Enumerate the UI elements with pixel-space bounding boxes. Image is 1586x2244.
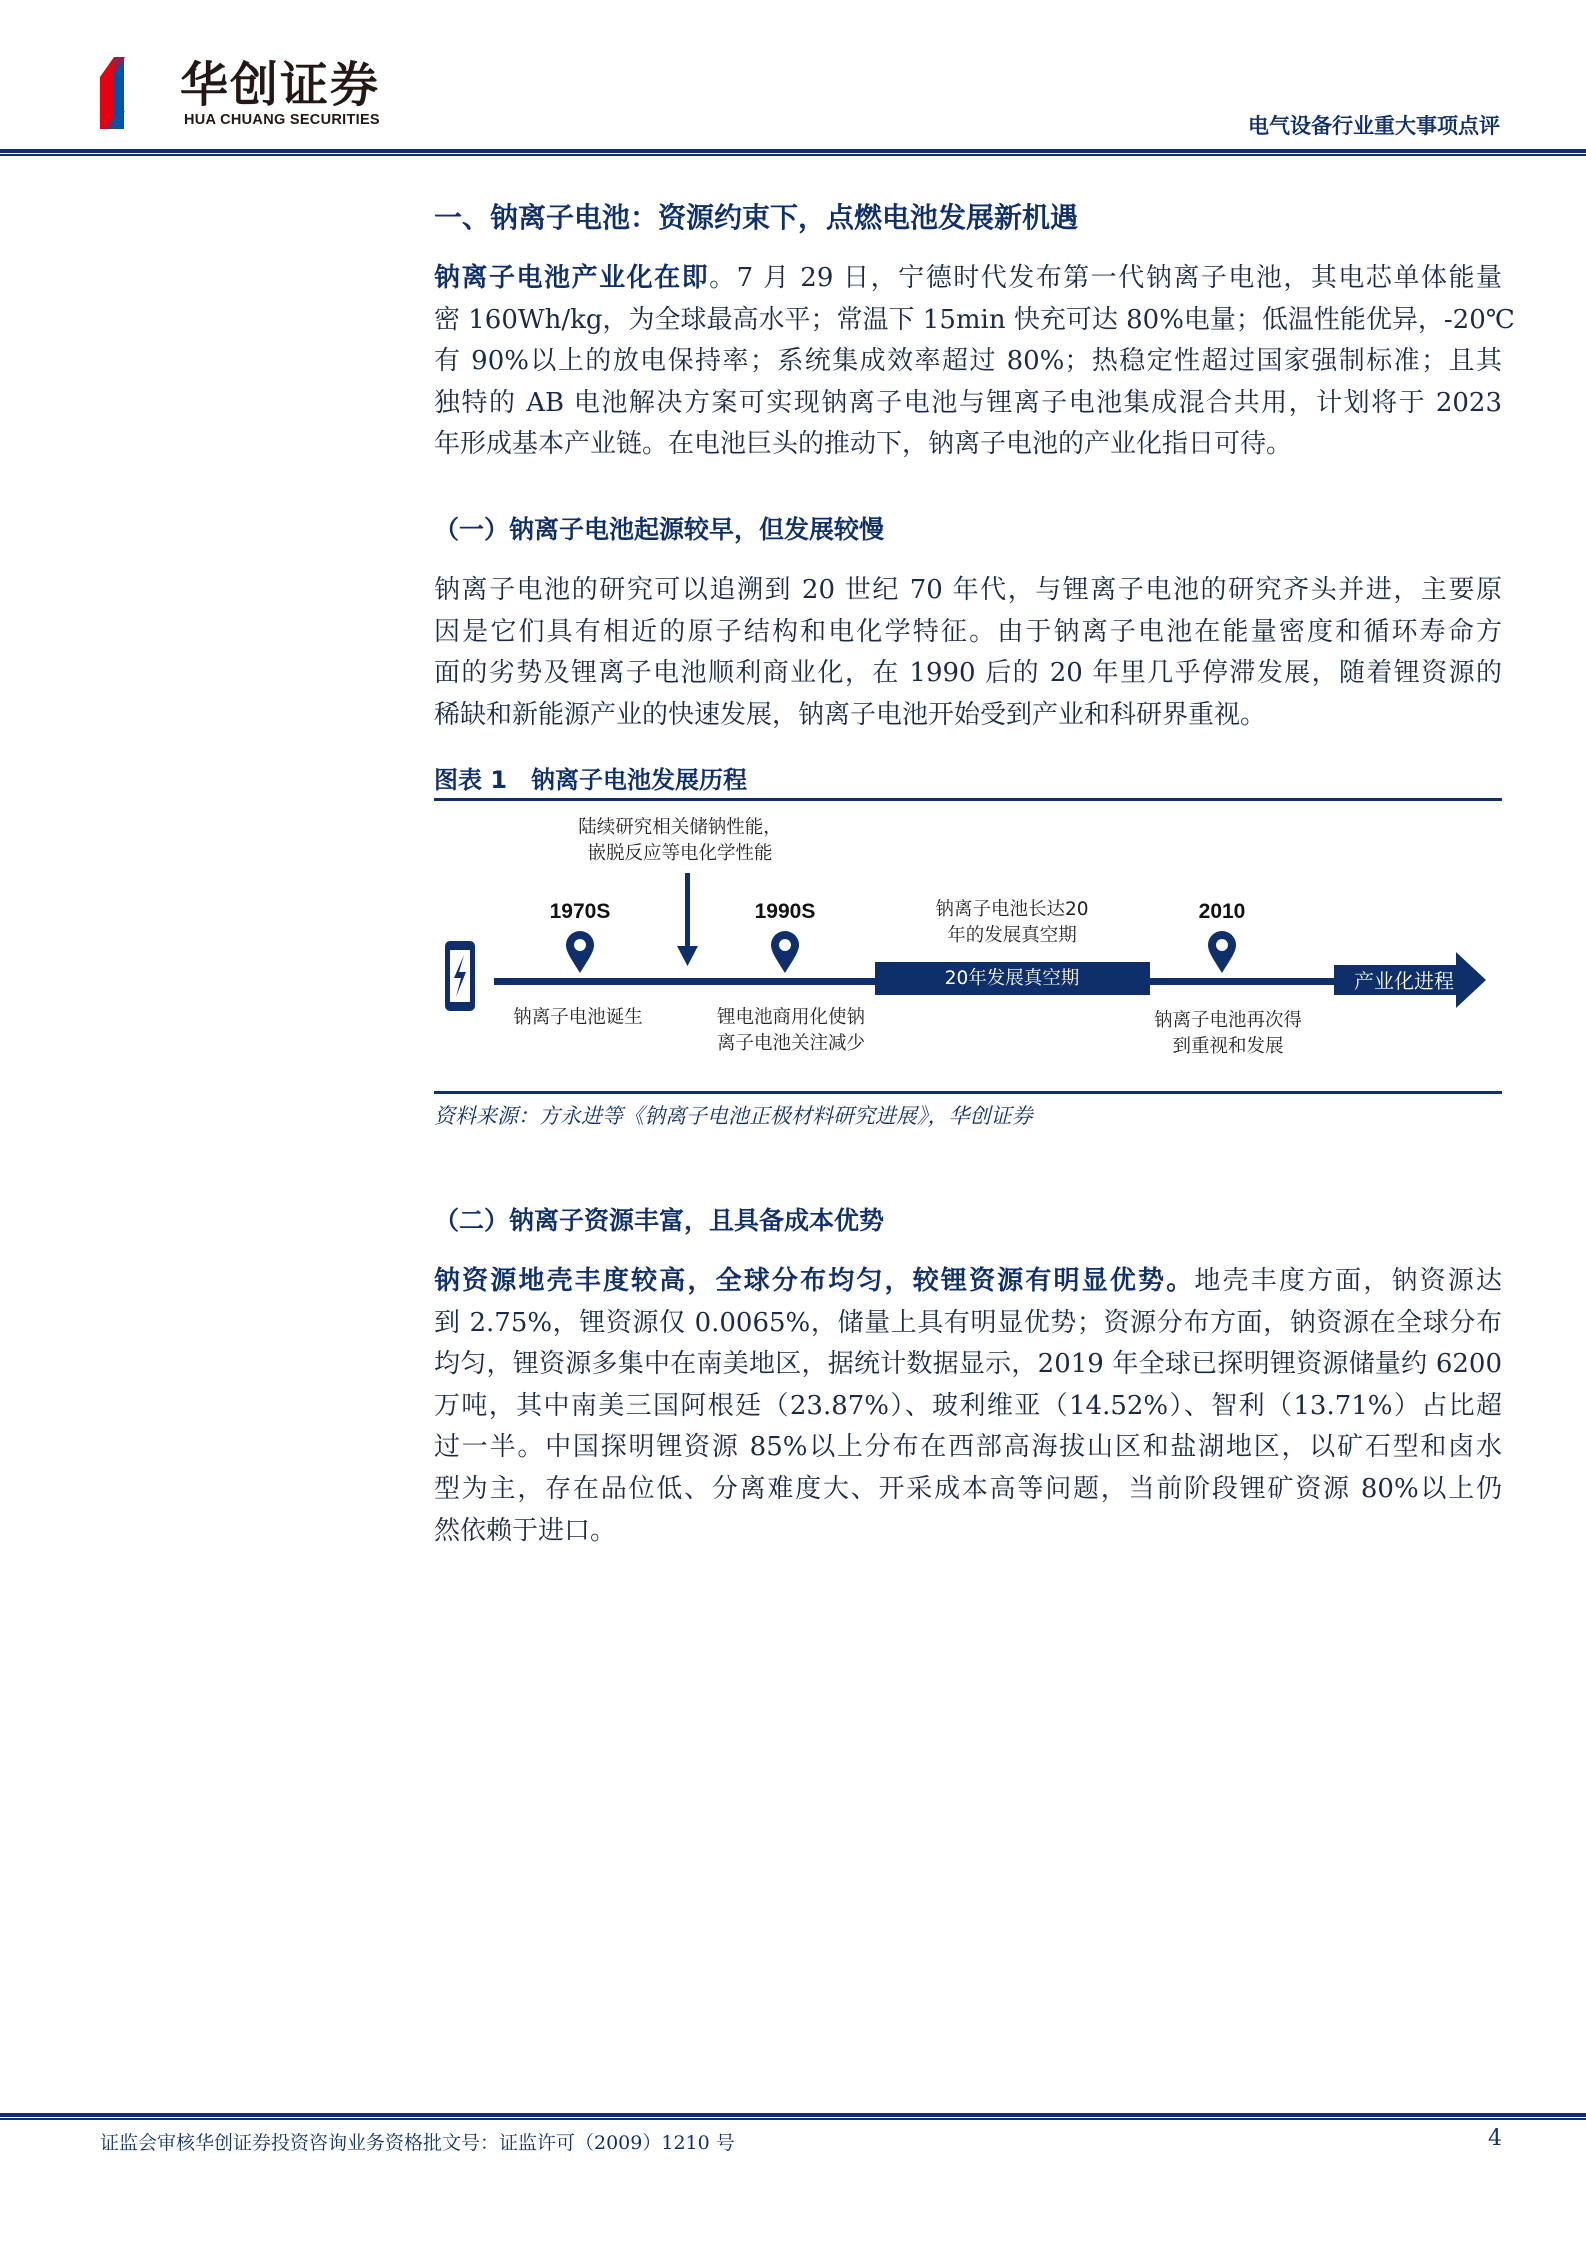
subsection-title: （二）钠离子资源丰富，且具备成本优势 xyxy=(434,1206,885,1235)
para-line: 到 2.75%，锂资源仅 0.0065%，储量上具有明显优势；资源分布方面，钠资源在全球分布 xyxy=(434,1307,1502,1338)
footer-divider-thin xyxy=(0,2118,1586,2120)
para-line xyxy=(434,1261,1502,1303)
report-type: 电气设备行业重大事项点评 xyxy=(1248,114,1500,138)
label-revival xyxy=(1154,1008,1302,1060)
para-line: 密 160Wh/kg，为全球最高水平；常温下 15min 快充可达 80%电量；低温性能优异，-20℃ xyxy=(434,304,1515,335)
label-line: 离子电池关注减少 xyxy=(716,1033,866,1054)
line-text: 。7 月 29 日，宁德时代发布第一代钠离子电池，其电芯单体能量 xyxy=(709,263,1502,293)
resource-paragraph xyxy=(434,1261,1502,1552)
figure-title: 图表 1 钠离子电池发展历程 xyxy=(434,766,748,794)
history-paragraph xyxy=(434,570,1502,736)
logo-text-cn: 华创证券 xyxy=(180,57,381,113)
para-line: 面的劣势及锂离子电池顺利商业化，在 1990 后的 20 年里几乎停滞发展，随着锂资源的 xyxy=(434,658,1502,689)
note-line: 嵌脱反应等电化学性能 xyxy=(587,843,773,864)
label-birth: 钠离子电池诞生 xyxy=(513,1007,643,1028)
license-text: 证监会审核华创证券投资咨询业务资格批文号：证监许可（2009）1210 号 xyxy=(100,2132,735,2154)
lead-text: 钠离子电池产业化在即 xyxy=(434,263,710,293)
gap-note xyxy=(935,897,1088,949)
note-line: 陆续研究相关储钠性能， xyxy=(578,817,782,838)
para-line: 年形成基本产业链。在电池巨头的推动下，钠离子电池的产业化指日可待。 xyxy=(434,429,1293,460)
label-lithium xyxy=(717,1005,865,1057)
footer-divider xyxy=(0,2113,1586,2117)
line-text: 地壳丰度方面，钠资源达 xyxy=(1194,1266,1502,1296)
para-line: 然依赖于进口。 xyxy=(434,1515,617,1546)
research-note xyxy=(578,815,782,867)
progress-arrow-label: 产业化进程 xyxy=(1354,969,1454,993)
header-divider xyxy=(0,149,1586,153)
year-label-1970s: 1970S xyxy=(549,900,611,923)
para-line: 独特的 AB 电池解决方案可实现钠离子电池与锂离子电池集成混合共用，计划将于 2023 xyxy=(434,387,1502,418)
company-logo-icon xyxy=(100,57,172,129)
label-line: 锂电池商用化使钠 xyxy=(716,1007,866,1028)
para-line: 稀缺和新能源产业的快速发展，钠离子电池开始受到产业和科研界重视。 xyxy=(434,699,1267,730)
para-line: 有 90%以上的放电保持率；系统集成效率超过 80%；热稳定性超过国家强制标准；且其 xyxy=(434,346,1502,377)
para-line: 因是它们具有相近的原子结构和电化学特征。由于钠离子电池在能量密度和循环寿命方 xyxy=(434,616,1502,647)
figure-source: 资料来源：方永进等《钠离子电池正极材料研究进展》，华创证券 xyxy=(434,1104,1033,1128)
location-pin-icon xyxy=(1208,931,1236,973)
header-divider-thin xyxy=(0,154,1586,156)
para-line: 均匀，锂资源多集中在南美地区，据统计数据显示，2019 年全球已探明锂资源储量约 6200 xyxy=(434,1349,1502,1380)
subsection-title: （一）钠离子电池起源较早，但发展较慢 xyxy=(434,515,885,544)
section-title: 一、钠离子电池：资源约束下，点燃电池发展新机遇 xyxy=(434,201,1079,234)
label-line: 钠离子电池再次得 xyxy=(1153,1010,1303,1031)
para-line: 过一半。中国探明锂资源 85%以上分布在西部高海拔山区和盐湖地区，以矿石型和卤水 xyxy=(434,1432,1502,1463)
para-line: 型为主，存在品位低、分离难度大、开采成本高等问题，当前阶段锂矿资源 80%以上仍 xyxy=(434,1473,1502,1504)
figure-bottom-rule xyxy=(434,1091,1502,1094)
year-label-2010: 2010 xyxy=(1198,900,1246,923)
location-pin-icon xyxy=(566,931,594,973)
lead-text: 钠资源地壳丰度较高，全球分布均匀，较锂资源有明显优势。 xyxy=(434,1266,1195,1296)
gap-bar-label: 20年发展真空期 xyxy=(944,968,1080,989)
logo-text-en: HUA CHUANG SECURITIES xyxy=(184,112,380,128)
note-line: 年的发展真空期 xyxy=(947,925,1077,946)
location-pin-icon xyxy=(771,931,799,973)
para-line xyxy=(434,258,1502,300)
battery-icon xyxy=(445,941,475,1011)
para-line: 钠离子电池的研究可以追溯到 20 世纪 70 年代，与锂离子电池的研究齐头并进，主要原 xyxy=(434,575,1502,605)
label-line: 到重视和发展 xyxy=(1172,1036,1284,1057)
para-line: 万吨，其中南美三国阿根廷（23.87%）、玻利维亚（14.52%）、智利（13.71%）占比超 xyxy=(434,1390,1502,1421)
note-line: 钠离子电池长达20 xyxy=(935,899,1089,920)
year-label-1990s: 1990S xyxy=(754,900,816,923)
down-arrow-icon xyxy=(677,873,698,966)
page-number: 4 xyxy=(1488,2126,1502,2151)
intro-paragraph xyxy=(434,258,1515,466)
